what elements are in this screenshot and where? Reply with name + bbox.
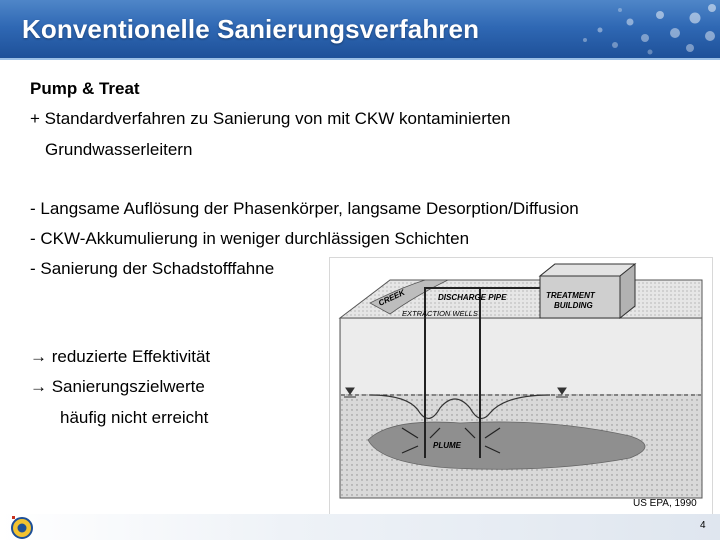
- conclusion-zielwerte-cont: häufig nicht erreicht: [60, 408, 209, 427]
- discharge-pipe-label: DISCHARGE PIPE: [438, 293, 507, 302]
- extraction-wells-label: EXTRACTION WELLS: [402, 309, 478, 318]
- conclusion-effektivitaet: → reduzierte Effektivität: [30, 347, 211, 366]
- pump-treat-diagram: [330, 258, 712, 514]
- bullet-standard: + Standardverfahren zu Sanierung von mit CKW kontaminierten: [30, 109, 511, 128]
- creek-label: CREEK: [377, 287, 407, 308]
- treatment-label-2: BUILDING: [554, 301, 593, 310]
- figure-caption: US EPA, 1990: [633, 498, 697, 509]
- footer-bar: [0, 514, 720, 540]
- plume-label: PLUME: [433, 441, 461, 450]
- title-bar: [0, 0, 720, 60]
- bullet-akkumulierung: - CKW-Akkumulierung in weniger durchlässigen Schichten: [30, 229, 470, 248]
- slide-title: Konventionelle Sanierungsverfahren: [22, 14, 480, 44]
- bullet-schadstofffahne: - Sanierung der Schadstofffahne: [30, 259, 275, 278]
- bullet-standard-cont: Grundwasserleitern: [45, 140, 193, 159]
- institution-logo-icon: [8, 514, 36, 540]
- conclusion-zielwerte: → Sanierungszielwerte: [30, 377, 205, 396]
- page-number: 4: [700, 520, 706, 531]
- bullet-aufloesung: - Langsame Auflösung der Phasenkörper, langsame Desorption/Diffusion: [30, 199, 579, 218]
- decorative-bubbles: [490, 0, 720, 60]
- heading-pump-treat: Pump & Treat: [30, 79, 140, 98]
- header-rule: [0, 58, 720, 60]
- treatment-label-1: TREATMENT: [546, 291, 595, 300]
